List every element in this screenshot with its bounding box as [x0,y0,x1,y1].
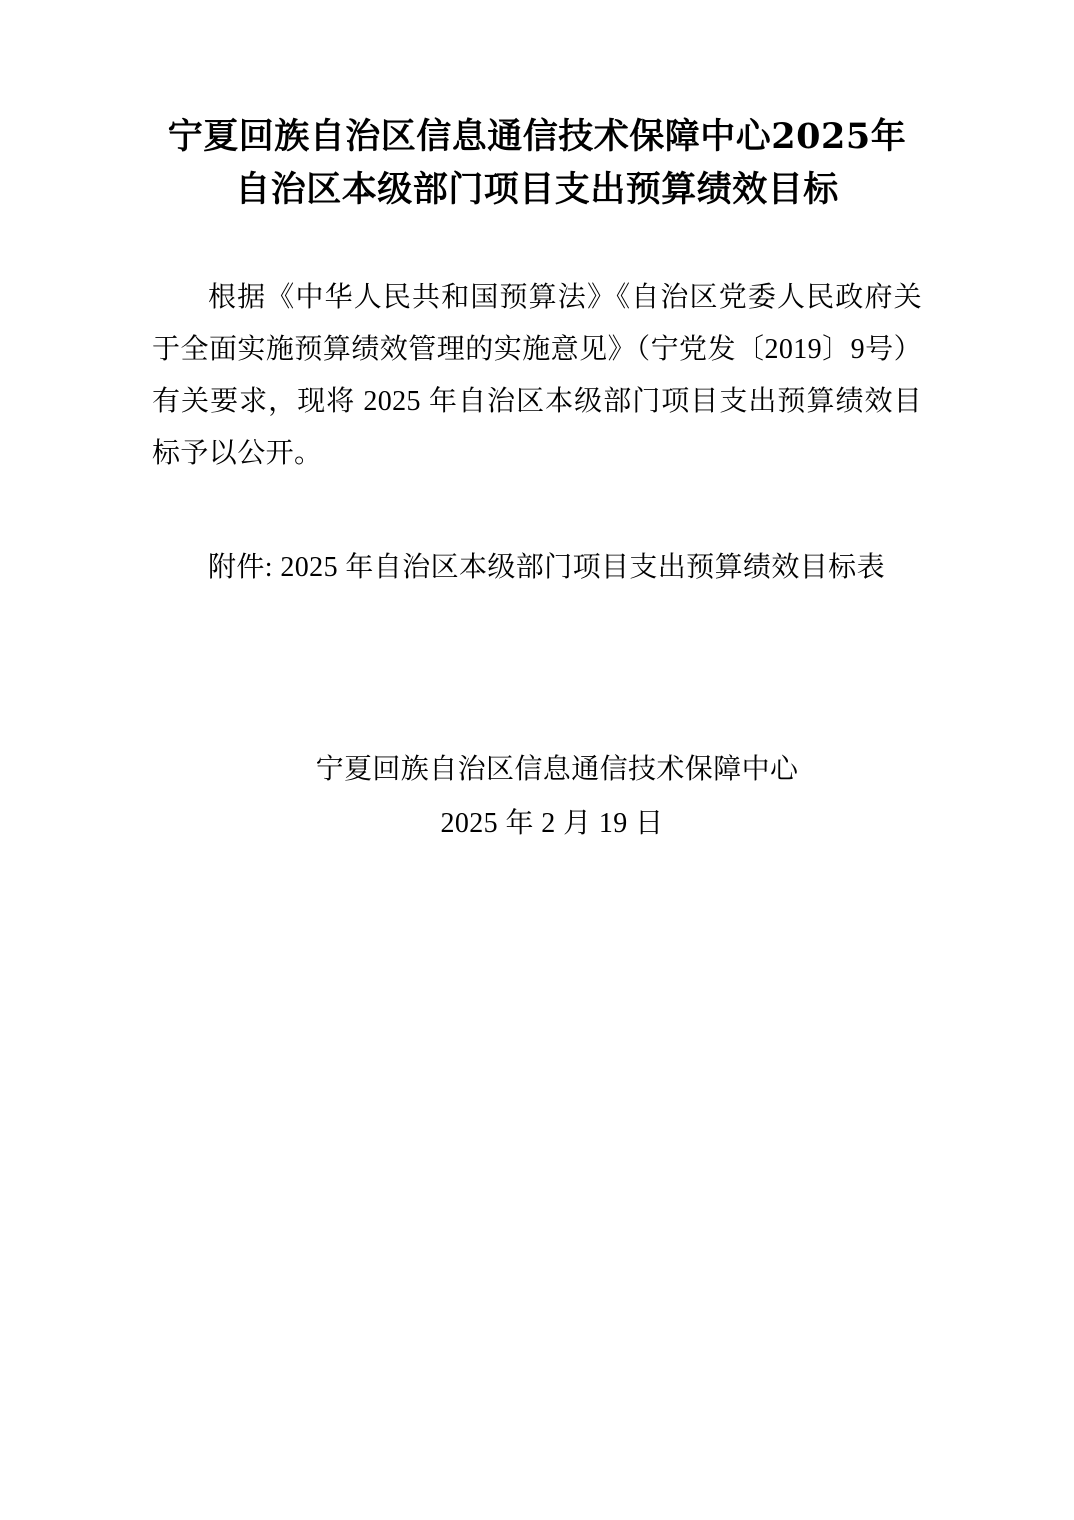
page-title [152,110,922,216]
body-paragraph: 根据《中华人民共和国预算法》《自治区党委人民政府关于全面实施预算绩效管理的实施意见》（宁党发〔2019〕9号）有关要求，现将 2025 年自治区本级部门项目支出预算绩效目标予以公开。 [152,282,922,469]
document-body [152,272,922,593]
page-title-line-1: 宁夏回族自治区信息通信技术保障中心2025年 [167,116,907,157]
signature-organization: 宁夏回族自治区信息通信技术保障中心 [315,754,799,786]
signature-block [152,743,922,849]
attachment-line: 附件: 2025 年自治区本级部门项目支出预算绩效目标表 [208,551,885,583]
signature-date: 2025 年 2 月 19 日 [440,807,664,839]
page-title-line-2: 自治区本级部门项目支出预算绩效目标 [235,169,839,211]
